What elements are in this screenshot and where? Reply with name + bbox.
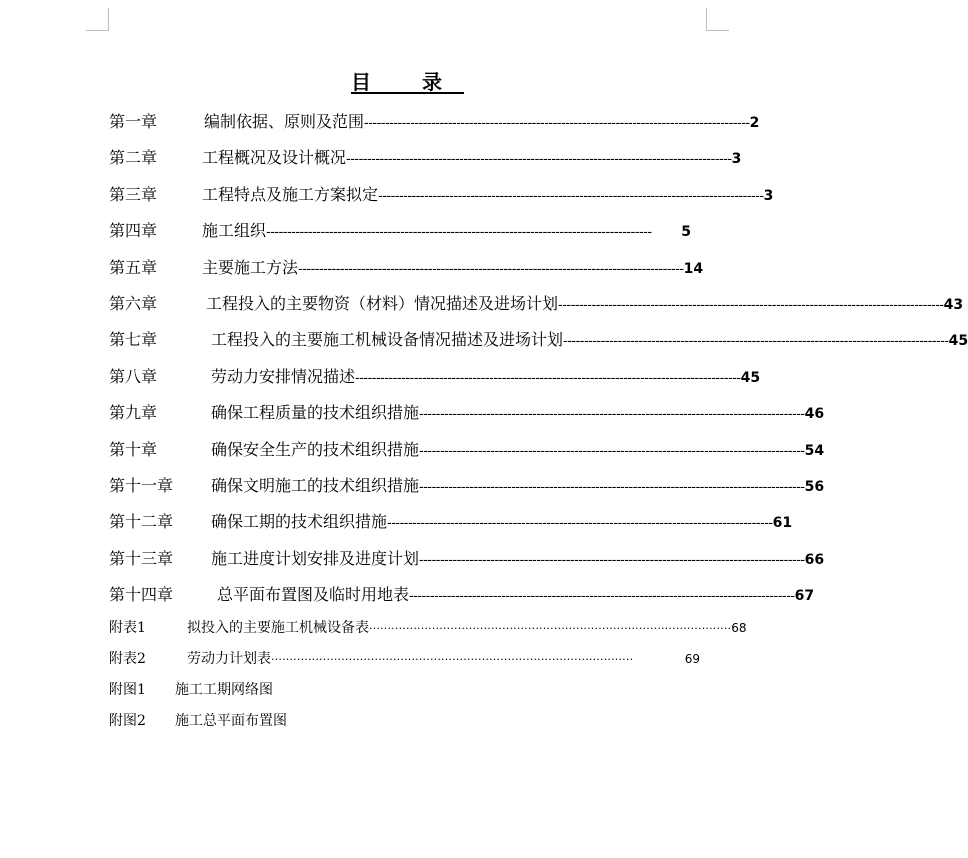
chapter-title: 劳动力安排情况描述 — [211, 366, 356, 386]
dot-leader: -------------------------------------------------------------------------------------------- — [364, 116, 750, 131]
chapter-number: 第九章 — [109, 403, 158, 423]
dot-leader: -------------------------------------------------------------------------------------------- — [409, 589, 795, 605]
toc-entry[interactable] — [109, 359, 761, 395]
dot-leader: -------------------------------------------------------------------------------------------- — [419, 443, 805, 459]
toc-title: 目 录 — [351, 70, 464, 94]
chapter-title: 主要施工方法 — [202, 257, 299, 277]
chapter-number: 第三章 — [109, 184, 158, 204]
dot-leader: ·································································································· — [369, 622, 732, 635]
dot-leader: -------------------------------------------------------------------------------------------- — [266, 225, 652, 241]
chapter-title: 确保工程质量的技术组织措施 — [211, 403, 420, 423]
toc-entry[interactable] — [109, 322, 968, 358]
dot-leader: -------------------------------------------------------------------------------------------- — [563, 334, 949, 350]
toc-entry[interactable] — [109, 395, 825, 431]
chapter-number: 第十三章 — [109, 548, 174, 568]
chapter-number: 第七章 — [109, 330, 158, 350]
page-number: 54 — [804, 442, 825, 459]
page-number: 68 — [731, 621, 747, 635]
page-number: 2 — [749, 115, 760, 131]
dot-leader: -------------------------------------------------------------------------------------------- — [355, 370, 741, 386]
appendix-title: 施工工期网络图 — [175, 682, 273, 698]
toc-entry[interactable] — [109, 213, 699, 249]
chapter-title: 编制依据、原则及范围 — [204, 112, 365, 131]
appendix-label: 附表1 — [109, 620, 146, 636]
chapter-title: 工程投入的主要物资（材料）情况描述及进场计划 — [206, 293, 559, 313]
chapter-title: 工程概况及设计概况 — [202, 148, 347, 168]
chapter-title: 确保工期的技术组织措施 — [211, 512, 388, 532]
appendix-title: 劳动力计划表 — [187, 651, 271, 667]
appendix-figure-entry[interactable] — [109, 707, 287, 735]
page-number: 5 — [681, 224, 691, 241]
toc-entry[interactable] — [109, 504, 793, 540]
toc-entry[interactable] — [109, 541, 825, 577]
chapter-number: 第十二章 — [109, 512, 174, 532]
chapter-title: 工程投入的主要施工机械设备情况描述及进场计划 — [211, 330, 564, 350]
toc-entry[interactable] — [109, 177, 774, 213]
page-number: 45 — [740, 369, 761, 386]
toc-entry[interactable] — [109, 104, 760, 140]
chapter-number: 第二章 — [109, 148, 158, 168]
toc-entry[interactable] — [109, 577, 815, 613]
dot-leader: -------------------------------------------------------------------------------------------- — [346, 152, 732, 168]
chapter-title: 确保安全生产的技术组织措施 — [211, 439, 420, 459]
dot-leader: -------------------------------------------------------------------------------------------- — [378, 188, 764, 204]
appendix-title: 拟投入的主要施工机械设备表 — [187, 620, 369, 636]
appendix-label: 附图1 — [109, 682, 146, 698]
dot-leader: ·································································································· — [271, 653, 634, 666]
dot-leader: -------------------------------------------------------------------------------------------- — [419, 407, 805, 423]
toc-entry[interactable] — [109, 140, 742, 176]
chapter-title: 工程特点及施工方案拟定 — [202, 184, 379, 204]
page-number: 46 — [804, 406, 825, 423]
chapter-title: 确保文明施工的技术组织措施 — [211, 475, 420, 495]
toc-entry[interactable] — [109, 468, 825, 504]
dot-leader: -------------------------------------------------------------------------------------------- — [558, 297, 944, 313]
toc-entry[interactable] — [109, 432, 825, 468]
appendix-table-entry[interactable] — [109, 645, 700, 673]
page-number: 56 — [804, 478, 825, 495]
chapter-number: 第十一章 — [109, 475, 174, 495]
page-number: 3 — [731, 151, 742, 168]
dot-leader: -------------------------------------------------------------------------------------------- — [387, 516, 773, 532]
chapter-number: 第八章 — [109, 366, 158, 386]
chapter-title: 施工进度计划安排及进度计划 — [211, 548, 420, 568]
toc-chapter-list — [109, 104, 968, 613]
appendix-label: 附图2 — [109, 713, 146, 729]
dot-leader: -------------------------------------------------------------------------------------------- — [419, 479, 805, 495]
chapter-number: 第四章 — [109, 221, 158, 241]
crop-mark-top-left — [86, 8, 109, 31]
page-number: 43 — [943, 296, 964, 313]
page-number: 61 — [772, 515, 793, 532]
appendix-table-entry[interactable] — [109, 614, 747, 642]
chapter-number: 第十四章 — [109, 585, 174, 605]
appendix-title: 施工总平面布置图 — [175, 713, 287, 729]
toc-entry[interactable] — [109, 250, 704, 286]
page-number: 67 — [794, 588, 815, 605]
page-number: 3 — [763, 187, 774, 204]
page-number: 69 — [684, 652, 700, 666]
page-number: 66 — [804, 551, 825, 568]
chapter-title: 施工组织 — [202, 221, 267, 241]
page-number: 45 — [948, 333, 968, 350]
toc-entry[interactable] — [109, 286, 964, 322]
chapter-number: 第五章 — [109, 257, 158, 277]
dot-leader: -------------------------------------------------------------------------------------------- — [419, 552, 805, 568]
appendix-label: 附表2 — [109, 651, 146, 667]
chapter-number: 第一章 — [109, 112, 158, 131]
crop-mark-top-right — [706, 8, 729, 31]
dot-leader: -------------------------------------------------------------------------------------------- — [298, 261, 684, 277]
appendix-figure-entry[interactable] — [109, 676, 273, 704]
chapter-title: 总平面布置图及临时用地表 — [217, 585, 410, 605]
page-number: 14 — [683, 260, 704, 277]
chapter-number: 第六章 — [109, 293, 158, 313]
chapter-number: 第十章 — [109, 439, 158, 459]
